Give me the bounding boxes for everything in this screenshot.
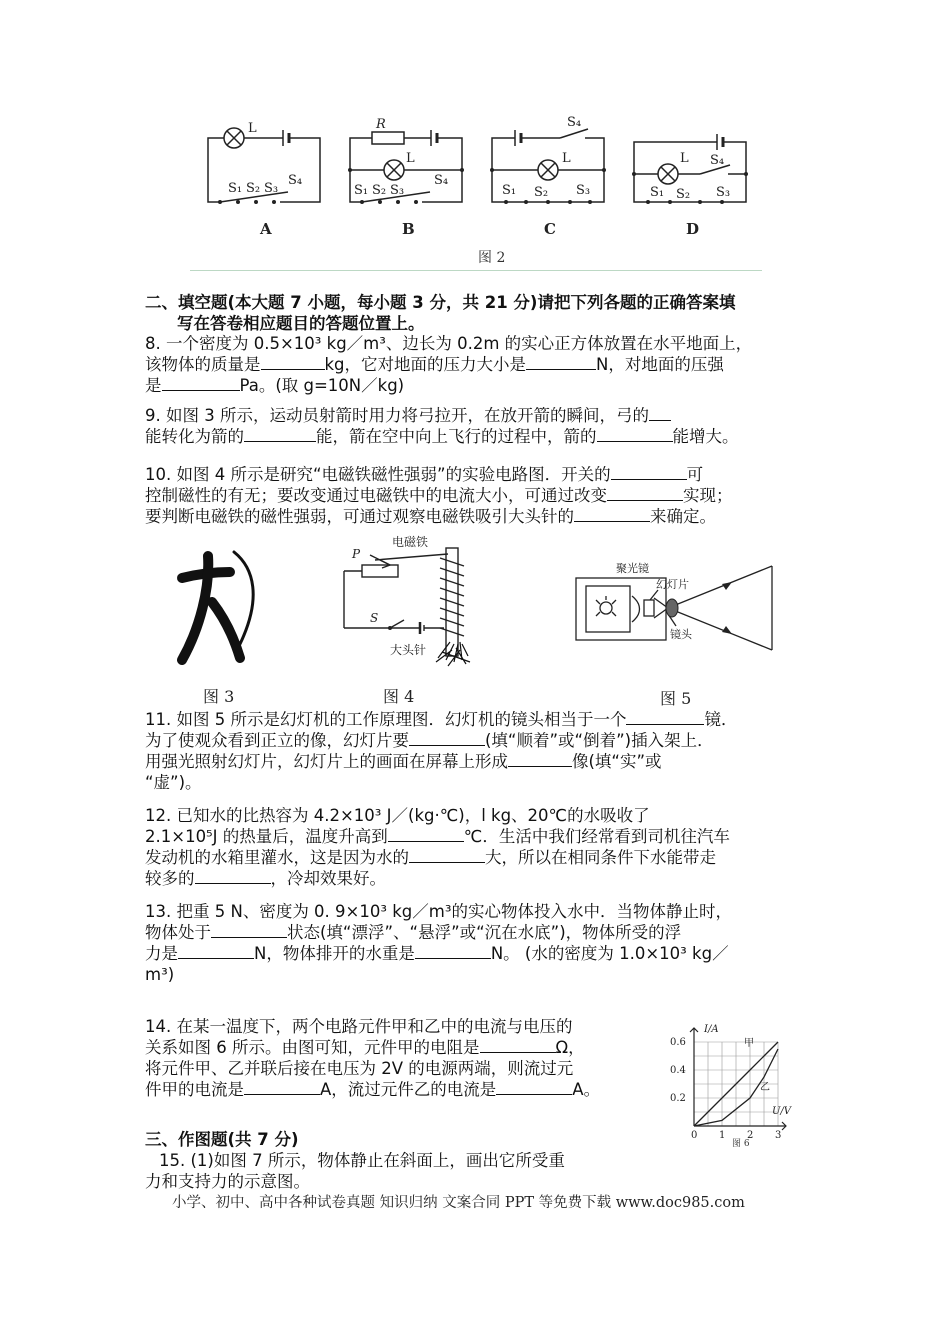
q10-line-1	[145, 464, 810, 485]
label-s3-d: S₃	[716, 185, 731, 200]
q12-text-d: 大，所以在相同条件下水能带走	[485, 848, 716, 867]
label-s2-a: S₂	[246, 181, 261, 196]
q10-text-f: 来确定。	[650, 507, 716, 526]
label-s1-d: S₁	[650, 185, 665, 200]
section-2-heading-line-2: 写在答卷相应题目的答题位置上。	[177, 314, 425, 333]
q13-text-c: 力是	[145, 944, 178, 963]
q9-line-2	[145, 426, 810, 447]
label-s4-b: S₄	[434, 173, 449, 188]
q12-text-c: 发动机的水箱里灌水，这是因为水的	[145, 848, 409, 867]
y-tick-label: 0.6	[670, 1037, 686, 1048]
answer-blank[interactable]	[211, 923, 287, 938]
q13-line-4: m³)	[145, 965, 175, 984]
x-axis-label: U/V	[772, 1106, 792, 1117]
section-2-heading	[145, 292, 735, 334]
label-s1-a: S₁	[228, 181, 243, 196]
figure-4-caption: 图 4	[383, 687, 415, 706]
label-s1-c: S₁	[502, 183, 517, 198]
answer-blank[interactable]	[388, 827, 464, 842]
q11-line-1	[145, 709, 810, 730]
q9-text-d: 能增大。	[672, 427, 739, 446]
q8-line-1: 8. 一个密度为 0.5×10³ kg／m³、边长为 0.2m 的实心正方体放置在水平地面上，	[145, 334, 753, 353]
q13-text-d: N，物体排开的水重是	[254, 944, 415, 963]
question-11	[145, 709, 810, 793]
q12-text-e: 较多的	[145, 869, 195, 888]
q14-text-e: A。	[572, 1080, 601, 1099]
fig5-label-condenser: 聚光镜	[616, 562, 649, 575]
q9-text-b: 能转化为箭的	[145, 427, 244, 446]
label-l-d: L	[680, 151, 689, 166]
q13-text-b: 状态(填“漂浮”、“悬浮”或“沉在水底”)，物体所受的浮	[287, 923, 682, 942]
q14-text-b: Ω，	[555, 1038, 585, 1057]
answer-blank[interactable]	[496, 1080, 572, 1095]
answer-blank[interactable]	[611, 465, 687, 480]
q14-line-2	[145, 1037, 665, 1058]
question-13	[145, 901, 810, 985]
q11-text-f: 像(填“实”或	[572, 752, 662, 771]
section-2-heading-line-1: 二、填空题(本大题 7 小题，每小题 3 分，共 21 分)请把下列各题的正确答案填	[145, 293, 736, 312]
question-8	[145, 333, 810, 396]
q14-line-4	[145, 1079, 665, 1100]
q12-text-b: ℃．生活中我们经常看到司机往汽车	[463, 827, 730, 846]
q11-text-c: 为了使观众看到正立的像，幻灯片要	[145, 731, 409, 750]
answer-blank[interactable]	[508, 752, 572, 767]
q14-text-c: 件甲的电流是	[145, 1080, 244, 1099]
label-s4-d: S₄	[710, 153, 725, 168]
q12-line-4	[145, 868, 810, 889]
label-s2-c: S₂	[534, 185, 549, 200]
q8-text-b: kg，它对地面的压力大小是	[324, 355, 527, 374]
fig4-label-p: P	[352, 547, 361, 561]
figure-4-electromagnet	[330, 530, 490, 680]
fig4-label-switch: S	[370, 611, 379, 625]
figure-2-caption: 图 2	[478, 250, 506, 266]
y-tick-label: 0.2	[670, 1093, 686, 1104]
q12-text-a: 2.1×10⁵J 的热量后，温度升高到	[145, 827, 388, 846]
q10-text-e: 要判断电磁铁的磁性强弱，可通过观察电磁铁吸引大头针的	[145, 507, 574, 526]
q9-text-c: 能，箭在空中向上飞行的过程中，箭的	[316, 427, 597, 446]
q14-line-1: 14. 在某一温度下，两个电路元件甲和乙中的电流与电压的	[145, 1017, 573, 1036]
q10-line-2	[145, 485, 810, 506]
q8-line-2	[145, 354, 810, 375]
answer-blank[interactable]	[607, 486, 683, 501]
label-r-b: R	[376, 117, 386, 132]
q14-text-a: 关系如图 6 所示。由图可知，元件甲的电阻是	[145, 1038, 480, 1057]
option-a-label: A	[260, 220, 272, 238]
option-d-label: D	[686, 220, 700, 238]
q9-line-1	[145, 405, 810, 426]
label-l-b: L	[406, 151, 415, 166]
answer-blank[interactable]	[162, 376, 240, 391]
divider-line	[190, 270, 762, 271]
figure-5-caption: 图 5	[660, 689, 692, 708]
q13-text-a: 物体处于	[145, 923, 211, 942]
q12-line-1: 12. 已知水的比热容为 4.2×10³ J／(kg·℃)，l kg、20℃的水吸收了	[145, 806, 650, 825]
q13-line-2	[145, 922, 810, 943]
question-14	[145, 1016, 665, 1100]
q8-text-c: N，对地面的压强	[596, 355, 724, 374]
answer-blank[interactable]	[597, 427, 673, 442]
q11-line-4: “虚”)。	[145, 773, 202, 792]
question-12	[145, 805, 810, 889]
label-s3-c: S₃	[576, 183, 591, 198]
q12-line-2	[145, 826, 810, 847]
page-footer: 小学、初中、高中各种试卷真题 知识归纳 文案合同 PPT 等免费下载 www.doc985.com	[172, 1195, 745, 1211]
figure-3-caption: 图 3	[203, 687, 235, 706]
label-s3-a: S₃	[264, 181, 279, 196]
label-s1-b: S₁	[354, 183, 369, 198]
fig5-label-lens: 镜头	[670, 628, 692, 641]
label-l-a: L	[248, 121, 257, 136]
q8-text-e: Pa。(取 g=10N／kg)	[239, 376, 405, 395]
q11-text-a: 11. 如图 5 所示是幻灯机的工作原理图．幻灯机的镜头相当于一个	[145, 710, 627, 729]
fig5-label-slide: 幻灯片	[656, 578, 689, 591]
q11-line-3	[145, 751, 810, 772]
q10-text-c: 控制磁性的有无；要改变通过电磁铁中的电流大小，可通过改变	[145, 486, 607, 505]
answer-blank[interactable]	[626, 710, 704, 725]
answer-blank[interactable]	[261, 355, 325, 370]
question-9	[145, 405, 810, 447]
x-tick-label: 2	[747, 1130, 754, 1141]
question-10	[145, 464, 810, 527]
x-tick-label: 0	[691, 1130, 698, 1141]
series-label-b: 乙	[760, 1082, 770, 1093]
figure-5-projector	[572, 560, 782, 685]
y-axis-label: I/A	[704, 1024, 719, 1035]
answer-blank[interactable]	[415, 944, 491, 959]
answer-blank[interactable]	[178, 944, 254, 959]
answer-blank[interactable]	[480, 1038, 556, 1053]
q14-line-3: 将元件甲、乙并联后接在电压为 2V 的电源两端，则流过元	[145, 1059, 574, 1078]
label-s3-b: S₃	[390, 183, 405, 198]
answer-blank[interactable]	[574, 507, 650, 522]
answer-blank[interactable]	[409, 848, 485, 863]
q11-text-e: 用强光照射幻灯片，幻灯片上的画面在屏幕上形成	[145, 752, 508, 771]
answer-blank[interactable]	[195, 869, 271, 884]
q8-text-d: 是	[145, 376, 162, 395]
q12-text-f: ，冷却效果好。	[270, 869, 386, 888]
q10-text-d: 实现；	[683, 486, 733, 505]
figure-3-archer	[168, 548, 278, 678]
q13-line-1: 13. 把重 5 N、密度为 0. 9×10³ kg／m³的实心物体投入水中．当物体静止时，	[145, 902, 732, 921]
option-b-label: B	[402, 220, 415, 238]
x-tick-label: 3	[775, 1130, 782, 1141]
answer-blank[interactable]	[526, 355, 596, 370]
figure-6-caption: 图 6	[732, 1139, 750, 1149]
fig4-label-pins: 大头针	[390, 643, 427, 657]
q9-text-a: 9. 如图 3 所示，运动员射箭时用力将弓拉开，在放开箭的瞬间，弓的	[145, 406, 649, 425]
label-s2-b: S₂	[372, 183, 387, 198]
answer-blank[interactable]	[244, 427, 316, 442]
answer-blank[interactable]	[244, 1080, 320, 1095]
label-s4-c: S₄	[567, 115, 582, 130]
q15-line-2: 力和支持力的示意图。	[145, 1172, 310, 1191]
x-tick-label: 1	[719, 1130, 726, 1141]
series-label-a: 甲	[744, 1038, 754, 1049]
q12-line-3	[145, 847, 810, 868]
q11-line-2	[145, 730, 810, 751]
q11-text-b: 镜．	[704, 710, 738, 729]
q8-line-3	[145, 375, 810, 396]
label-s2-d: S₂	[676, 187, 691, 202]
q10-line-3	[145, 506, 810, 527]
answer-blank[interactable]	[649, 406, 671, 421]
label-l-c: L	[562, 151, 571, 166]
option-c-label: C	[544, 220, 556, 238]
label-s4-a: S₄	[288, 173, 303, 188]
q10-text-b: 可	[686, 465, 704, 484]
q8-text-a: 该物体的质量是	[145, 355, 261, 374]
figure-2-circuits	[190, 112, 770, 272]
q15-line-1: 15. (1)如图 7 所示，物体静止在斜面上，画出它所受重	[159, 1151, 565, 1170]
q13-line-3	[145, 943, 810, 964]
q13-text-e: N。 (水的密度为 1.0×10³ kg／	[490, 944, 729, 963]
q14-text-d: A，流过元件乙的电流是	[320, 1080, 497, 1099]
question-15	[145, 1150, 665, 1192]
fig4-label-electromagnet: 电磁铁	[392, 535, 429, 549]
figure-6-iu-graph	[668, 1022, 800, 1152]
q10-text-a: 10. 如图 4 所示是研究“电磁铁磁性强弱”的实验电路图．开关的	[145, 465, 611, 484]
section-3-heading: 三、作图题(共 7 分)	[145, 1130, 299, 1149]
q11-text-d: (填“顺着”或“倒着”)插入架上．	[485, 731, 714, 750]
answer-blank[interactable]	[409, 731, 485, 746]
y-tick-label: 0.4	[670, 1065, 686, 1076]
